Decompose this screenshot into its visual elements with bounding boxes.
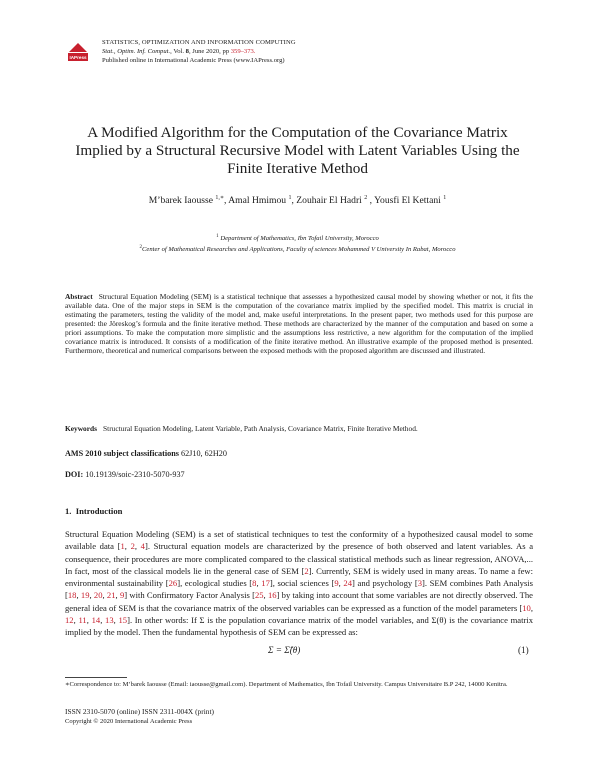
citation-link[interactable]: 1 xyxy=(120,541,125,552)
citation-link[interactable]: 12 xyxy=(65,614,74,625)
intro-text: ] with Confirmatory Factor Analysis [ xyxy=(124,590,255,601)
citation-link[interactable]: 9 xyxy=(119,590,125,601)
citation-link[interactable]: 19 xyxy=(80,590,90,601)
author-affil-mark: 1 xyxy=(288,195,292,201)
intro-text: , xyxy=(256,578,262,588)
intro-text: , xyxy=(100,614,106,625)
published-line: Published online in International Academic Press (www.IAPress.org) xyxy=(102,57,285,65)
volume-number: 8 xyxy=(185,48,189,56)
pages-link[interactable]: 359–373. xyxy=(230,48,256,56)
journal-title: STATISTICS, OPTIMIZATION AND INFORMATION COMPUTING xyxy=(102,39,296,46)
title-line: Finite Iterative Method xyxy=(227,160,368,178)
intro-text: , xyxy=(134,541,141,552)
citation-link[interactable]: 3 xyxy=(417,578,422,588)
intro-text: ]. Structural equation models are characterized by the presence of both observed and latent variables. As a consequence, their procedures are more complicated compared to the classical statistical methods such as linear regression, ANOVA,... In fact, most of the classical models lie in the general case of SEM [ xyxy=(65,541,534,576)
intro-text: ], social sciences [ xyxy=(269,578,335,588)
citation-link[interactable]: 16 xyxy=(267,590,277,601)
author-name: Zouhair El Hadri xyxy=(296,195,362,207)
correspondence-footnote: ∗Correspondence to: M’barek Iaousse (Email: iaousse@gmail.com). Department of Mathematics, Ibn Tofail University. Campus Universitaire B.P 242, 14000 Kenitra. xyxy=(65,681,508,688)
equation-number: (1) xyxy=(518,645,529,655)
section-heading: 1. Introduction xyxy=(65,506,123,516)
title-line: Implied by a Structural Recursive Model with Latent Variables Using the xyxy=(75,142,520,160)
svg-text:IAPress: IAPress xyxy=(69,55,87,61)
citation-link[interactable]: 17 xyxy=(261,578,270,588)
author-affil-mark: 2 xyxy=(364,195,368,201)
title-line: A Modified Algorithm for the Computation of the Covariance Matrix xyxy=(87,124,508,141)
citation-link[interactable]: 15 xyxy=(118,614,128,625)
intro-text: , xyxy=(124,541,131,552)
citation-link[interactable]: 4 xyxy=(140,541,145,552)
intro-text: Structural Equation Modeling (SEM) is a set of statistical techniques to test the conformity of a hypothesized causal model to some available data [ xyxy=(65,529,533,552)
author-affil-mark: 1 xyxy=(443,195,447,201)
equation-formula: Σ = Σ̂(θ) xyxy=(268,645,301,655)
citation-link[interactable]: 10 xyxy=(522,602,531,613)
intro-text: ] and psychology [ xyxy=(352,578,418,588)
doi-value: 10.19139/soic-2310-5070-937 xyxy=(85,470,185,479)
abstract-label: Abstract xyxy=(65,292,93,301)
intro-text: , xyxy=(86,614,92,625)
journal-abbrev: Stat., Optim. Inf. Comput. xyxy=(102,48,171,56)
intro-text: , xyxy=(338,578,344,588)
intro-text: ]. SEM combines Path Analysis [ xyxy=(65,578,534,601)
author-name: Yousfi El Kettani xyxy=(374,195,441,207)
intro-text: , xyxy=(89,590,94,601)
author-affil-mark: 1,∗ xyxy=(215,195,224,201)
intro-text: , xyxy=(115,590,120,601)
intro-text: ] by taking into account that some variables are not directly observed. The general idea of SEM is that the covariance matrix of the observed variables can be expressed as a function of the model parameters [ xyxy=(65,590,533,613)
intro-text: ]. Currently, SEM is widely used in many areas. To name a few: environmental sustainability [ xyxy=(65,565,533,588)
author-list: M’barek Iaousse $^{1,∗}$, Amal Hmimou $^1$, Zouhair El Hadri $^2$ , Yousfi El Kettani $^1$ xyxy=(148,195,447,207)
copyright-line: Copyright © 2020 International Academic Press xyxy=(65,718,193,725)
citation-link[interactable]: 24 xyxy=(343,578,353,588)
ams-classification: AMS 2010 subject classifications 62J10, 62H20 xyxy=(65,449,227,458)
intro-text: , xyxy=(102,590,107,601)
issn-line: ISSN 2310-5070 (online) ISSN 2311-004X (print) xyxy=(65,707,214,716)
affiliation: $^1$ Department of Mathematics, Ibn Tofail University, Morocco xyxy=(216,234,379,243)
keywords-label: Keywords xyxy=(65,424,98,433)
keywords xyxy=(65,424,418,433)
citation-line: Stat., Optim. Inf. Comput., Vol. 8, June 2020, pp 359–373. xyxy=(102,48,256,56)
intro-text: ]. In other words: If Σ is the population covariance matrix of the model variables, and Σ(θ) is the covariance matrix implied by the model. Then the fundamental hypothesis of SEM can be expressed as: xyxy=(65,614,534,637)
intro-text: , xyxy=(76,590,81,601)
citation-link[interactable]: 20 xyxy=(93,590,103,601)
intro-text: , xyxy=(73,614,79,625)
abstract xyxy=(65,293,533,356)
citation-link[interactable]: 2 xyxy=(130,541,135,552)
author-name: M’barek Iaousse xyxy=(148,195,213,207)
affiliation: $^2$Center of Mathematical Researches and Applications, Faculty of sciences Mohammed V University In Rabat, Morocco xyxy=(139,245,456,254)
citation-link[interactable]: 25 xyxy=(254,590,264,601)
affiliations xyxy=(0,232,595,254)
citation-link[interactable]: 21 xyxy=(106,590,116,601)
paper-title xyxy=(60,124,535,179)
intro-text: ], ecological studies [ xyxy=(177,578,253,588)
ams-label: AMS 2010 subject classifications xyxy=(65,449,179,458)
citation-link[interactable]: 8 xyxy=(252,578,257,588)
intro-text: , xyxy=(263,590,268,601)
citation-link[interactable]: 2 xyxy=(304,565,309,576)
citation-link[interactable]: 11 xyxy=(78,614,87,625)
keywords-text: Structural Equation Modeling, Latent Variable, Path Analysis, Covariance Matrix, Finite Iterative Method. xyxy=(103,424,418,433)
citation-link[interactable]: 9 xyxy=(334,578,339,588)
intro-text: , xyxy=(113,614,119,625)
citation-link[interactable]: 13 xyxy=(105,614,114,625)
citation-link[interactable]: 14 xyxy=(91,614,101,625)
doi-label: DOI: xyxy=(65,470,84,479)
abstract-text: Structural Equation Modeling (SEM) is a statistical technique that assesses a hypothesized causal model by showing whether or not, it fits the available data. One of the major steps in SEM is the computation of the covariance matrix implied by the specified model. This matrix is crucial in estimating the parameters, testing the validity of the model and, make useful interpretations. In the present paper, two methods used for this purpose are presented: the Jöreskog’s formula and the finite iterative method. These methods are characterized by the manner of the computation and based on some a priori assumptions. To make the computation more simplistic and the assumptions less restrictive, a new algorithm for the computation of the implied covariance matrix is introduced. It consists of a modification of the finite iterative method. An illustrative example of the proposed method is presented. Furthermore, theoretical and numerical comparisons between the exposed methods with the proposed algorithm are discussed and illustrated. xyxy=(65,292,533,355)
citation-link[interactable]: 18 xyxy=(67,590,77,601)
intro-text: , xyxy=(530,602,533,613)
footnote-rule xyxy=(65,677,127,678)
introduction-paragraph xyxy=(65,528,533,638)
citation-link[interactable]: 26 xyxy=(168,578,178,588)
author-name: Amal Hmimou xyxy=(228,195,287,207)
journal-header xyxy=(102,38,296,66)
iapress-logo xyxy=(66,40,90,62)
doi xyxy=(65,470,185,479)
